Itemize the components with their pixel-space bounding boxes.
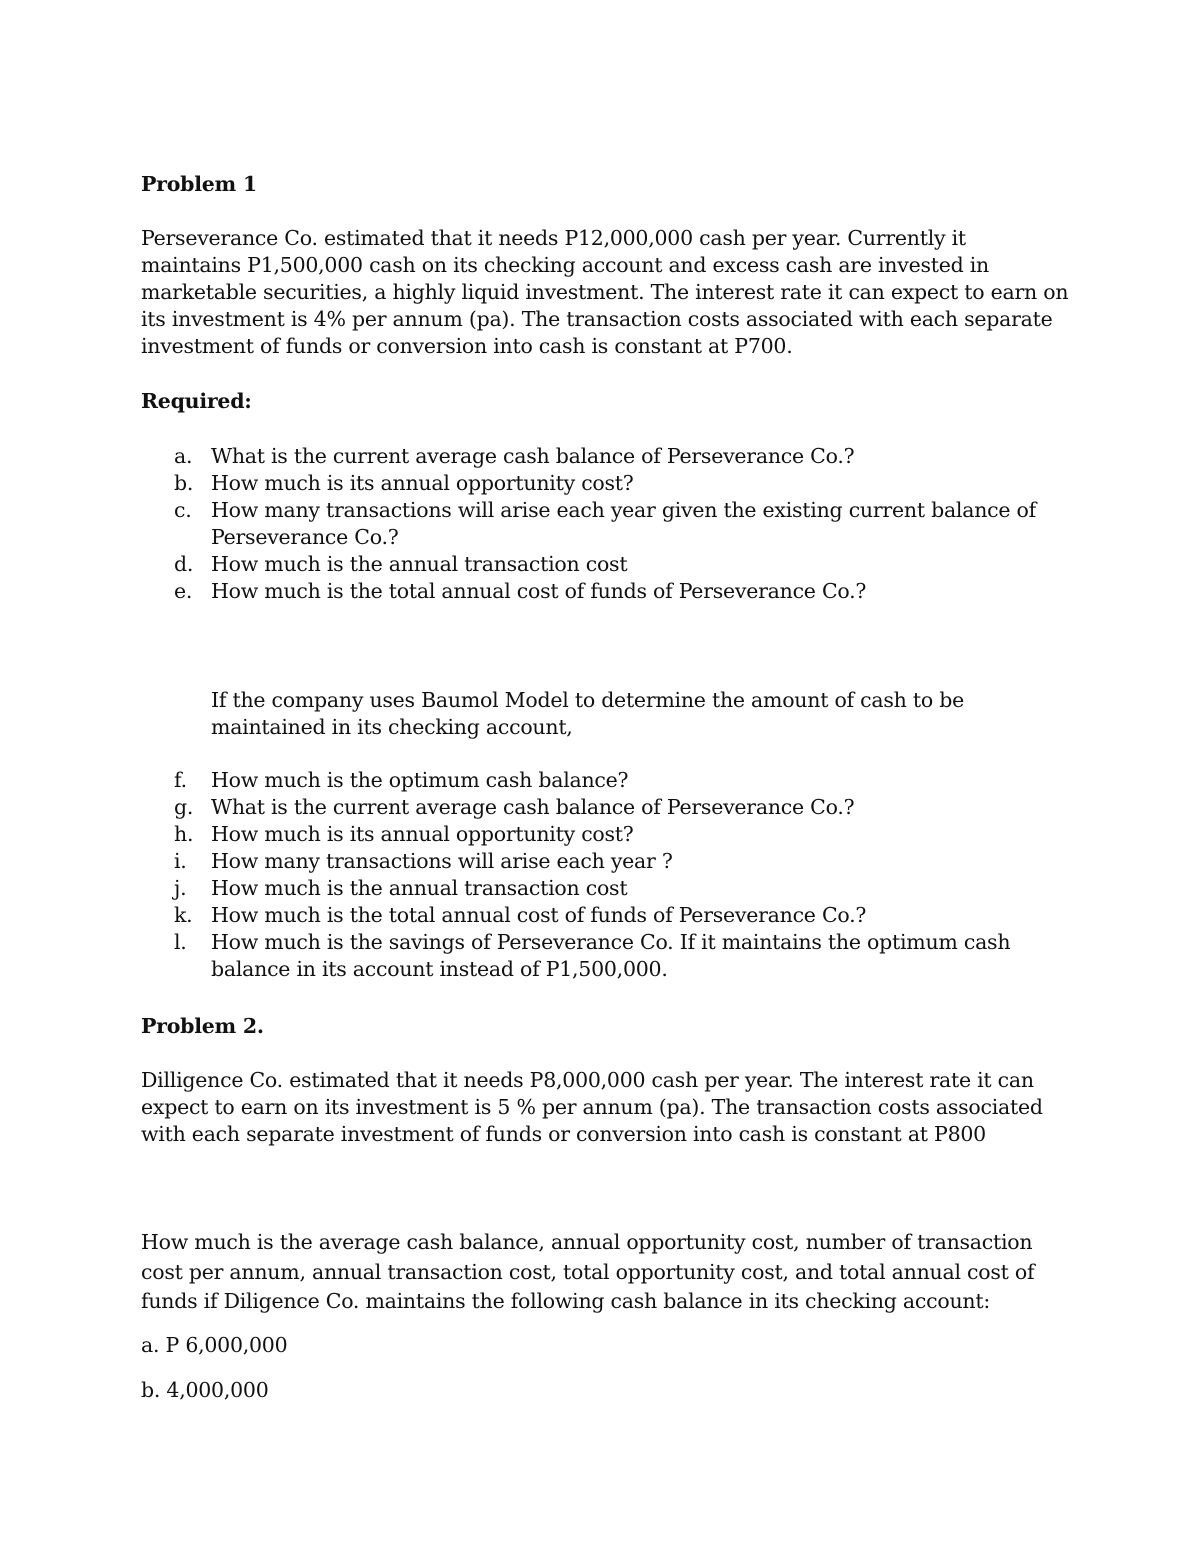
list-item — [174, 929, 1074, 983]
baumol-intro: If the company uses Baumol Model to determine the amount of cash to be maintained in its checking account, — [211, 688, 964, 739]
required-list-current — [174, 443, 1074, 605]
problem-2-paragraph: Dilligence Co. estimated that it needs P8,000,000 cash per year. The interest rate it can expect to earn on its investment is 5 % per annum (pa). The transaction costs associated with each separate investment of funds or conversion into cash is constant at P800 — [141, 1068, 1043, 1146]
option-a: a. P 6,000,000 — [141, 1333, 288, 1357]
list-item — [174, 767, 1074, 794]
problem-2-question: How much is the average cash balance, annual opportunity cost, number of transaction cost per annum, annual transaction cost, total opportunity cost, and total annual cost of funds if Diligence Co. maintains the following cash balance in its checking account: — [141, 1230, 1035, 1313]
list-item-text: How much is the total annual cost of funds of Perseverance Co.? — [211, 903, 867, 927]
list-marker: i. — [174, 849, 187, 873]
list-item-text: How much is its annual opportunity cost? — [211, 471, 634, 495]
list-item-text: How much is its annual opportunity cost? — [211, 822, 634, 846]
list-item — [174, 902, 1074, 929]
list-item — [174, 794, 1074, 821]
list-marker: h. — [174, 822, 194, 846]
problem-2-heading: Problem 2. — [141, 1014, 264, 1038]
list-marker: l. — [174, 930, 187, 954]
list-item — [174, 551, 1074, 578]
list-marker: d. — [174, 552, 194, 576]
list-item — [174, 470, 1074, 497]
list-item-text: How much is the annual transaction cost — [211, 552, 628, 576]
list-item — [174, 875, 1074, 902]
list-item-text: How many transactions will arise each year ? — [211, 849, 673, 873]
problem-1-heading: Problem 1 — [141, 172, 257, 196]
list-item-text: How much is the annual transaction cost — [211, 876, 628, 900]
list-marker: g. — [174, 795, 194, 819]
list-item-text: What is the current average cash balance of Perseverance Co.? — [211, 795, 855, 819]
list-item — [174, 578, 1074, 605]
list-item-text: How many transactions will arise each year given the existing current balance of Perseverance Co.? — [211, 498, 1036, 549]
list-item-text: How much is the savings of Perseverance Co. If it maintains the optimum cash balance in its account instead of P1,500,000. — [211, 930, 1011, 981]
list-item — [174, 848, 1074, 875]
list-item — [174, 497, 1074, 551]
required-heading: Required: — [141, 389, 252, 413]
list-marker: j. — [174, 876, 187, 900]
list-item — [174, 443, 1074, 470]
list-marker: c. — [174, 498, 192, 522]
required-list-baumol — [174, 767, 1074, 983]
option-b: b. 4,000,000 — [141, 1378, 269, 1402]
list-item — [174, 821, 1074, 848]
list-item-text: What is the current average cash balance of Perseverance Co.? — [211, 444, 855, 468]
problem-1-paragraph: Perseverance Co. estimated that it needs P12,000,000 cash per year. Currently it maintains P1,500,000 cash on its checking account and excess cash are invested in marketable securities, a highly liquid investment. The interest rate it can expect to earn on its investment is 4% per annum (pa). The transaction costs associated with each separate investment of funds or conversion into cash is constant at P700. — [141, 226, 1069, 358]
list-marker: a. — [174, 444, 193, 468]
list-marker: f. — [174, 768, 187, 792]
list-marker: b. — [174, 471, 194, 495]
list-marker: e. — [174, 579, 193, 603]
list-item-text: How much is the optimum cash balance? — [211, 768, 629, 792]
list-marker: k. — [174, 903, 193, 927]
list-item-text: How much is the total annual cost of funds of Perseverance Co.? — [211, 579, 867, 603]
